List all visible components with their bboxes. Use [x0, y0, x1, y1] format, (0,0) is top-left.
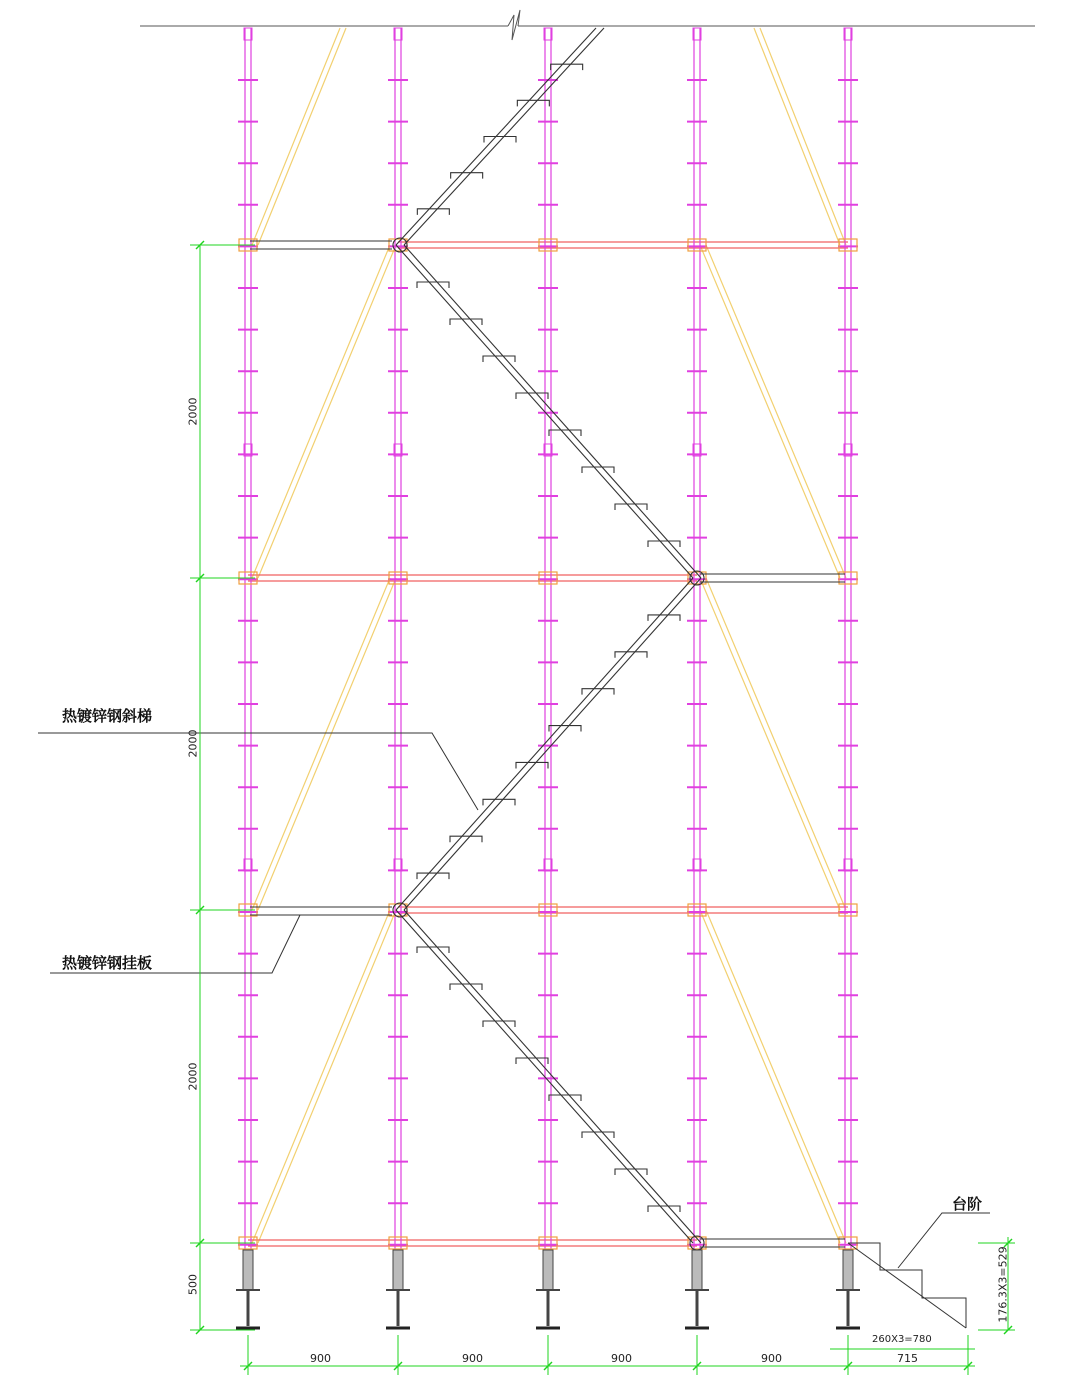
dimension-ticks [196, 241, 1012, 1370]
adjustable-base-jacks [236, 1250, 860, 1328]
hanging-board-label: 热镀锌钢挂板 [62, 954, 153, 972]
dimension-lines [190, 245, 1015, 1375]
entry-steps [848, 1243, 966, 1328]
dim-bay-1: 900 [310, 1352, 331, 1365]
dim-height-2000-lower: 2000 [186, 1062, 200, 1091]
dim-bay-4: 900 [761, 1352, 782, 1365]
stair-label: 热镀锌钢斜梯 [62, 707, 153, 725]
dim-right-offset: 715 [897, 1352, 918, 1365]
dim-height-500: 500 [186, 1274, 200, 1295]
dim-height-2000-upper: 2000 [186, 397, 200, 426]
leader-lines [38, 733, 990, 1268]
dim-step-height: 176.3X3=529 [996, 1246, 1010, 1323]
steel-stair-flights [396, 28, 701, 1243]
top-break-line [140, 10, 1035, 40]
diagonal-braces [252, 28, 846, 1243]
step-label: 台阶 [952, 1195, 983, 1213]
dim-bay-3: 900 [611, 1352, 632, 1365]
dim-height-2000-middle: 2000 [186, 729, 200, 758]
dim-step-width: 260X3=780 [872, 1334, 932, 1345]
hanging-boards [250, 238, 845, 1250]
dim-bay-2: 900 [462, 1352, 483, 1365]
